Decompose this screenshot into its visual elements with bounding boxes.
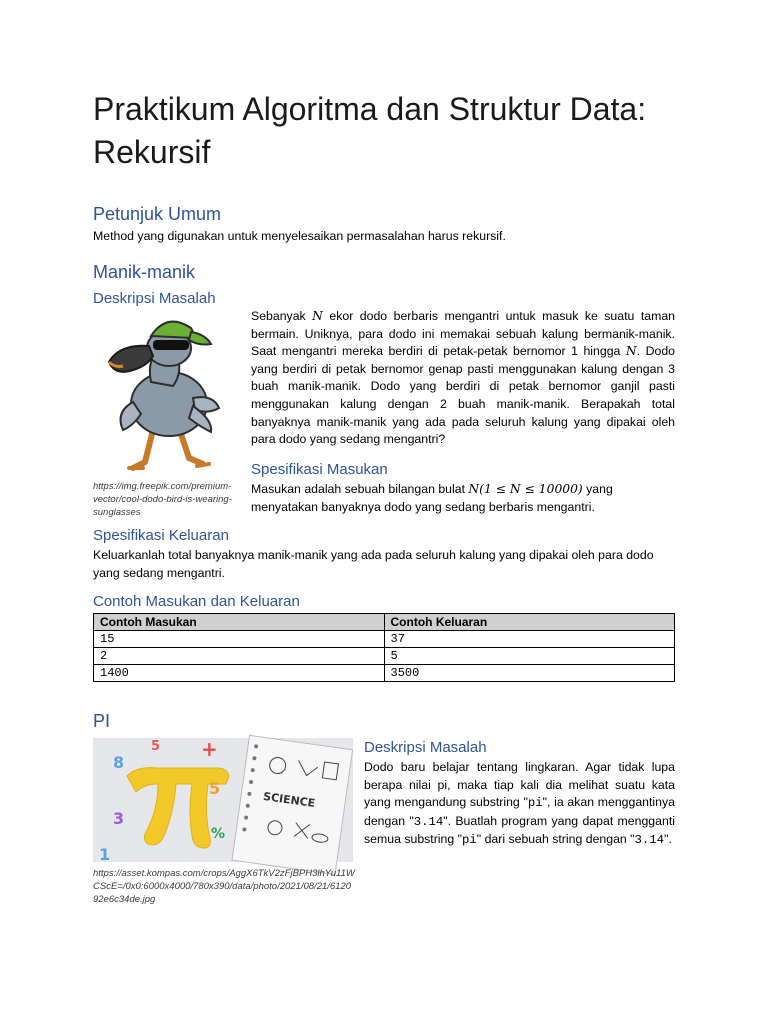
header-input: Contoh Masukan bbox=[94, 614, 385, 631]
pi-heading: PI bbox=[93, 711, 111, 731]
svg-text:5: 5 bbox=[151, 739, 161, 754]
table-row bbox=[94, 631, 675, 648]
header-output: Contoh Keluaran bbox=[384, 614, 675, 631]
cell-input: 15 bbox=[94, 631, 385, 648]
desc-part-3: . Dodo yang berdiri di petak bernomor genap pasti menggunakan kalung dengan 3 buah manik-manik. Dodo yang berdiri di petak bernomor ganjil pasti menggunakan kalung dengan 2 buah manik-manik. Berapakah total banyaknya manik-manik yang ada pada seluruh kalung yang dipakai oleh para dodo yang sedang mengantri? bbox=[251, 344, 676, 447]
petunjuk-text: Method yang digunakan untuk menyelesaikan permasalahan harus rekursif. bbox=[93, 229, 506, 243]
manik-heading: Manik-manik bbox=[93, 262, 196, 282]
manik-desc-heading: Deskripsi Masalah bbox=[93, 290, 216, 307]
var-n: N bbox=[625, 344, 637, 359]
var-n: N bbox=[312, 309, 323, 323]
pi-desc-part-1: Dodo baru belajar tentang lingkaran. Agar tidak lupa berapa nilai pi, maka tiap kali dia melihat suatu kata yang mengandung substring " bbox=[364, 760, 675, 810]
pi-desc-part-2: ", ia akan menggantinya dengan " bbox=[364, 795, 675, 828]
dodo-image-caption: https://img.freepik.com/premium-vector/cool-dodo-bird-is-wearing-sunglasses bbox=[93, 481, 232, 518]
svg-text:+: + bbox=[201, 737, 218, 761]
svg-text:%: % bbox=[211, 826, 226, 842]
table-header-row bbox=[94, 614, 675, 631]
input-part-1: Masukan adalah sebuah bilangan bulat bbox=[251, 482, 465, 496]
cell-output: 37 bbox=[384, 631, 675, 648]
input-spec-text bbox=[251, 481, 675, 516]
input-constraint: N(1 ≤ N ≤ 10000) bbox=[468, 482, 583, 496]
pi-caption-text: https://asset.kompas.com/crops/AggX6TkV2zFjBPH3lhYu11WCScE=/0x0:6000x4000/780x390/data/photo/2021/08/21/612092e6c34de.jpg bbox=[93, 868, 355, 905]
desc-part-1: Sebanyak bbox=[251, 309, 306, 323]
page-title bbox=[93, 88, 693, 174]
output-spec-heading: Spesifikasi Keluaran bbox=[93, 527, 229, 544]
svg-text:8: 8 bbox=[113, 753, 125, 772]
cell-input: 2 bbox=[94, 648, 385, 665]
svg-text:5: 5 bbox=[209, 779, 221, 798]
title-line-1: Praktikum Algoritma dan Struktur Data: bbox=[93, 91, 647, 127]
science-text: SCIENCE bbox=[262, 789, 317, 811]
pi-image-caption bbox=[93, 867, 355, 906]
pi-desc-part-5: ". bbox=[664, 832, 672, 847]
cell-input: 1400 bbox=[94, 665, 385, 682]
pi-image bbox=[93, 738, 353, 862]
title-line-2: Rekursif bbox=[93, 134, 211, 170]
code-314: 3.14 bbox=[413, 814, 444, 829]
output-spec-text: Keluarkanlah total banyaknya manik-manik yang ada pada seluruh kalung yang dipakai oleh para dodo yang sedang mengantri. bbox=[93, 548, 654, 580]
pi-desc-heading: Deskripsi Masalah bbox=[364, 739, 487, 756]
svg-text:3: 3 bbox=[113, 809, 125, 828]
cell-output: 5 bbox=[384, 648, 675, 665]
pi-desc-text bbox=[364, 759, 675, 850]
code-pi: pi bbox=[462, 833, 477, 848]
code-pi: pi bbox=[527, 796, 543, 811]
desc-part-2: ekor dodo berbaris mengantri untuk masuk ke suatu taman bermain. Uniknya, para dodo ini memakai sebuah kalung bermanik-manik. Saat mengantri mereka berdiri di petak-petak bernomor 1 hingga bbox=[251, 309, 676, 359]
example-heading: Contoh Masukan dan Keluaran bbox=[93, 593, 300, 610]
table-row bbox=[94, 665, 675, 682]
code-314: 3.14 bbox=[634, 833, 665, 848]
svg-text:1: 1 bbox=[99, 845, 111, 864]
manik-desc-text bbox=[251, 308, 675, 449]
dodo-image bbox=[93, 312, 241, 474]
example-table bbox=[93, 613, 675, 682]
petunjuk-heading: Petunjuk Umum bbox=[93, 204, 222, 224]
pi-desc-part-3: ". Buatlah program yang dapat mengganti semua substring " bbox=[364, 813, 675, 847]
input-spec-heading: Spesifikasi Masukan bbox=[251, 461, 388, 478]
input-part-2: yang menyatakan banyaknya dodo yang sedang berbaris mengantri. bbox=[251, 482, 613, 514]
cell-output: 3500 bbox=[384, 665, 675, 682]
pi-desc-part-4: " dari sebuah string dengan " bbox=[476, 832, 635, 847]
table-row bbox=[94, 648, 675, 665]
